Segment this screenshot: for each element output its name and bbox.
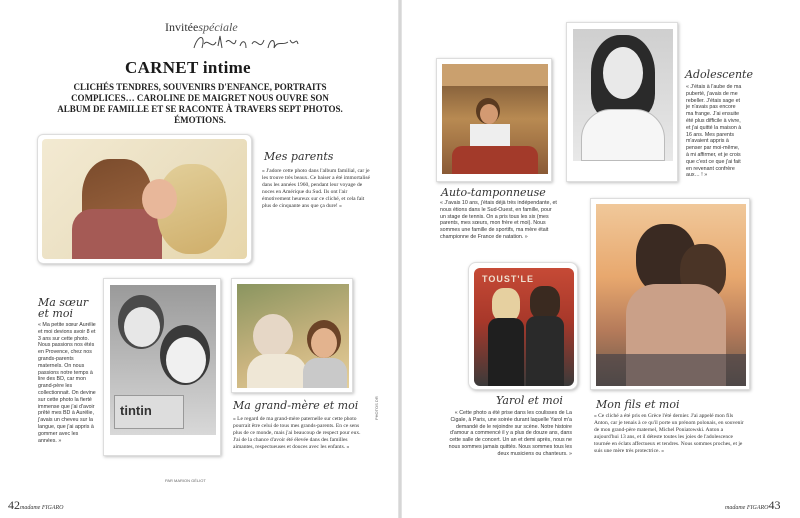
photo-yarol: TOUST'LE xyxy=(474,268,574,386)
page-title: CARNET intime xyxy=(125,58,251,77)
photo-adolescent xyxy=(573,29,673,161)
caption-title-son: Mon fils et moi xyxy=(596,398,680,411)
photo-frame-parents xyxy=(37,134,252,264)
caption-title-yarol: Yarol et moi xyxy=(496,394,563,407)
photo-frame-bumper-cars xyxy=(436,58,552,182)
photo-frame-son xyxy=(590,198,750,390)
photo-frame-adolescent xyxy=(566,22,678,182)
page-number-left: 42madame FIGARO xyxy=(8,498,64,512)
caption-title-adolescent: Adolescente xyxy=(685,68,753,81)
caption-title-sister: Ma sœur et moi xyxy=(38,296,89,320)
section-label: Invitéespéciale xyxy=(165,20,238,34)
caption-text-bumper-cars: « J'avais 10 ans, j'étais déjà très indépendante, et nous étions dans le Sud-Ouest, en famille, pour un stage de tennis. On a pris tous les six (mes parents, mes sœurs, mon frère et moi). Nous sommes une famille de sportifs, ma mère était championne de France de natation. » xyxy=(440,200,557,240)
page-number-right: madame FIGARO43 xyxy=(725,498,781,512)
caption-title-grandmother: Ma grand-mère et moi xyxy=(233,399,359,412)
photo-frame-grandmother xyxy=(231,278,353,393)
intro-text: CLICHÉS TENDRES, SOUVENIRS D'ENFANCE, PORTRAITS COMPLICES… CAROLINE DE MAIGRET NOUS OUVRE SON ALBUM DE FAMILLE ET SE RACONTE À TRAVERS SEPT PHOTOS. ÉMOTIONS. xyxy=(57,82,343,125)
photo-frame-sister xyxy=(103,278,221,456)
caption-text-sister: « Ma petite sœur Aurélie et moi devions avoir 8 et 3 ans sur cette photo. Nous passions nos étés en Provence, chez nos grands-parents maternels. On nous passions notre temps à lire des BD, car mon grand-père les collectionnait. On devine sur cette photo la fierté immense que j'ai d'avoir prêté mes BD à Aurélie, j'avais un cheveu sur la langue, que j'ai appris à gommer avec les années. » xyxy=(38,322,96,444)
caption-title-bumper-cars: Auto-tamponneuse xyxy=(441,186,546,199)
caption-title-parents: Mes parents xyxy=(264,150,334,163)
photo-bumper-cars xyxy=(442,64,548,174)
photo-son xyxy=(596,204,746,386)
page-gutter xyxy=(398,0,402,518)
caption-text-parents: « J'adore cette photo dans l'album familial, car je les trouve très beaux. Ce baiser a été immortalisé dans les années 1960, pendant leur voyage de noces en Amérique du Sud. Ils ont l'air émotivement heureux sur ce cliché, et cela fait plus de cinquante ans que ça dure! » xyxy=(262,168,370,209)
caption-text-grandmother: « Le regard de ma grand-mère paternelle sur cette photo pourrait être celui de tous mes grands-parents. En ce sens plus de ce monde, mais j'ai beaucoup de respect pour eux. J'ai de la chance d'avoir été élevée dans des familles aimantes, respectueuses et douces avec les enfants. » xyxy=(233,416,361,450)
credit-left: PAR MARION GÉLIOT xyxy=(165,478,206,483)
caption-text-son: « Ce cliché a été pris en Grèce l'été dernier. J'ai appelé mon fils Anton, car je tenais à ce qu'il porte un prénom polonais, en souvenir de mon grand-père maternel, Michel Poniatowski. Anton a aujourd'hui 13 ans, et il déteste toutes les joies de l'adolescence tournée en éclats affectueux et tendres. Nous sommes proches, et je suis une mère très protectrice. » xyxy=(594,413,744,454)
photo-parents xyxy=(42,139,247,259)
photo-frame-yarol xyxy=(468,262,578,390)
caption-text-adolescent: « J'étais à l'aube de ma puberté, j'avais de me rebeller. J'étais sage et je n'avais pas encore ma frange. J'ai ensuite été plus difficile à vivre, et j'ai quitté la maison à 16 ans. Mes parents m'avaient appris à penser par moi-même, à mi affirmer, et je crois que c'est ce que j'ai fait en revenant confrère aux… ! » xyxy=(686,84,742,179)
signature-image xyxy=(190,30,300,56)
credit-photos: PHOTOS DR xyxy=(374,396,379,420)
caption-text-yarol: « Cette photo a été prise dans les coulisses de La Cigale, à Paris, une soirée durant laquelle Yarol m'a demandé de le rejoindre sur scène. Notre histoire d'amour a commencé il y a plus de douze ans, dans cette salle de concert. Un an et demi après, nous ne nous sommes jamais quittés. Nous sommes tous les deux musiciens ou chanteurs. » xyxy=(448,410,572,457)
photo-sister: tintin xyxy=(110,285,216,435)
photo-grandmother xyxy=(237,284,349,388)
